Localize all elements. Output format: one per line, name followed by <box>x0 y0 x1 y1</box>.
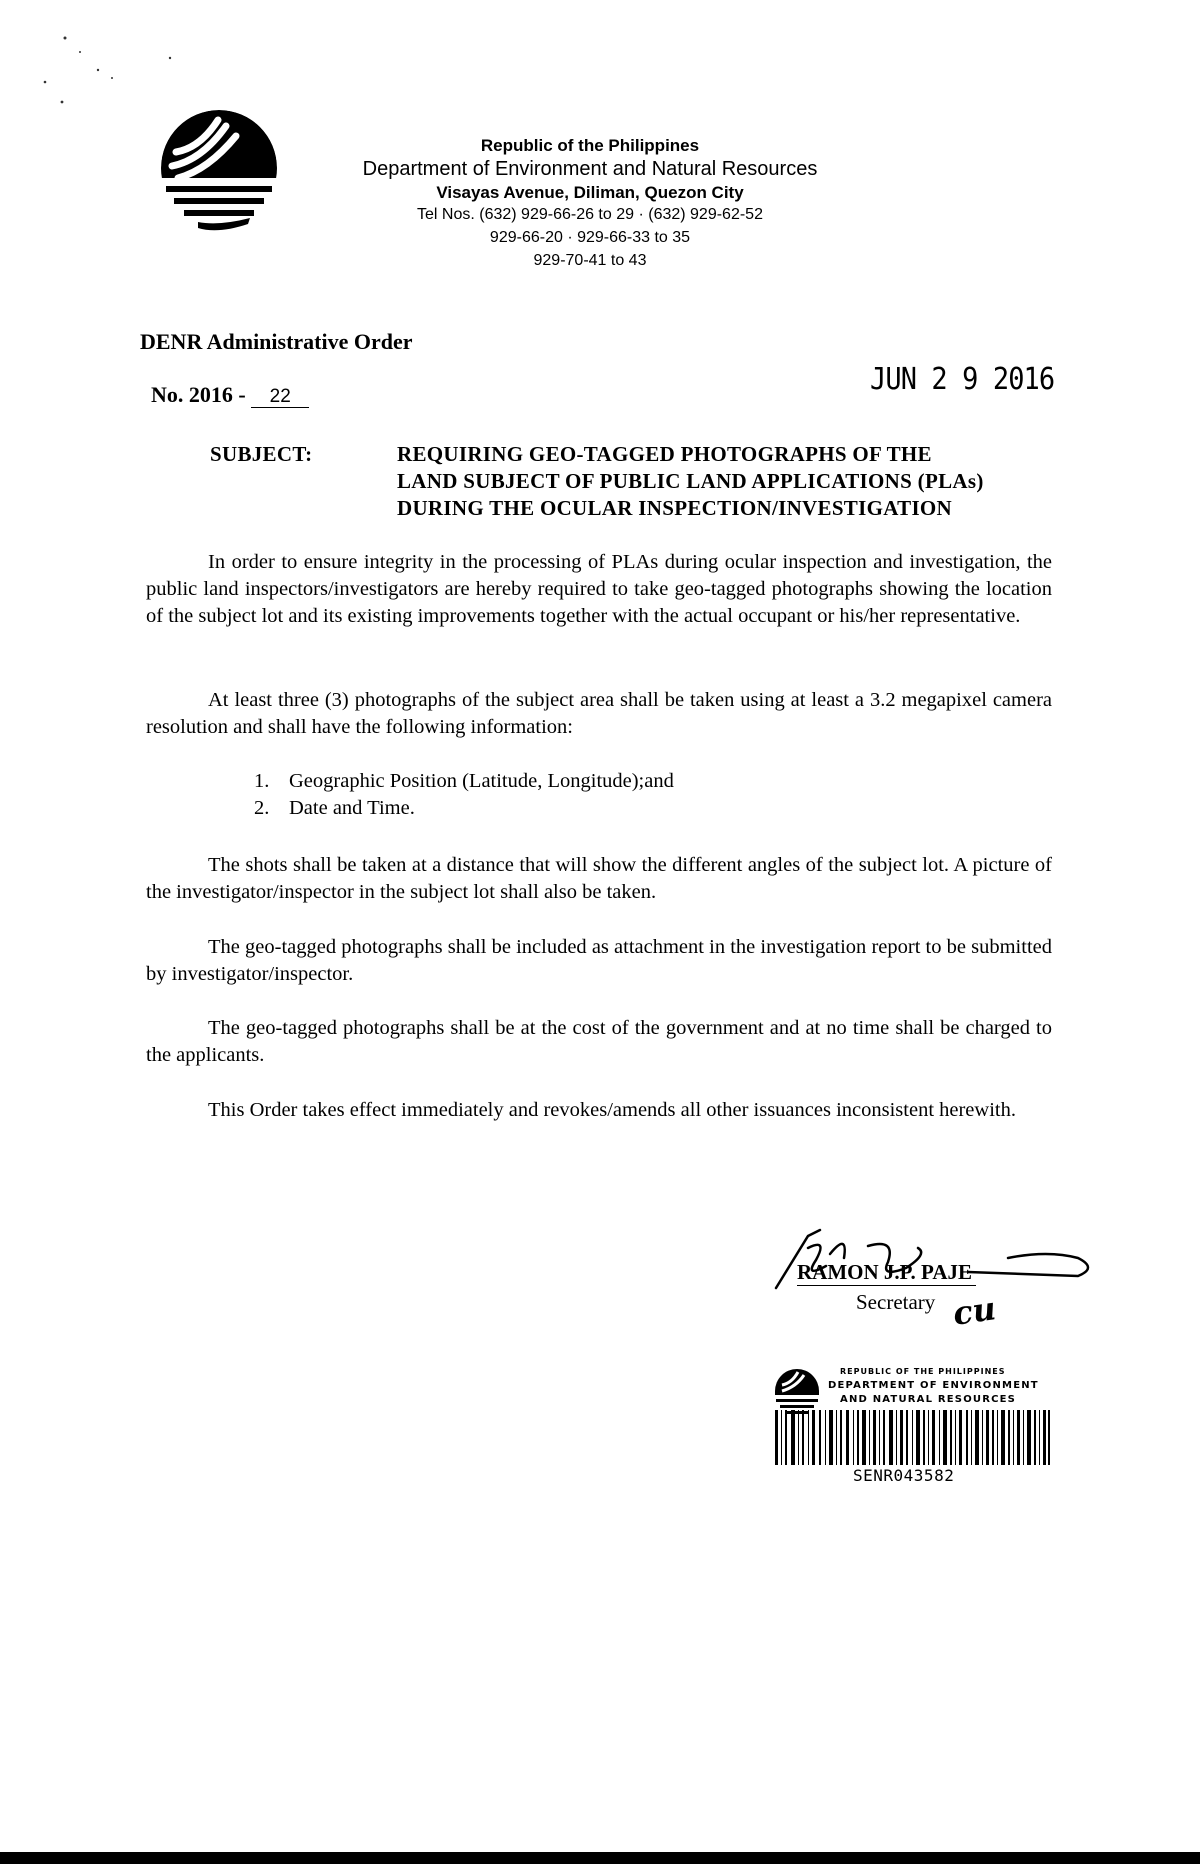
barcode-code: SENR043582 <box>853 1466 955 1485</box>
order-number: 22 <box>251 387 309 408</box>
barcode <box>775 1410 1050 1465</box>
order-number-line <box>140 356 309 408</box>
subject-line-2: LAND SUBJECT OF PUBLIC LAND APPLICATIONS (PLAs) <box>397 469 984 493</box>
stamp-line-3: AND NATURAL RESOURCES <box>840 1394 1017 1405</box>
subject-line-1: REQUIRING GEO-TAGGED PHOTOGRAPHS OF THE <box>397 442 932 466</box>
list-item <box>254 797 415 820</box>
paragraph-6: This Order takes effect immediately and revokes/amends all other issuances inconsistent herewith. <box>208 1099 1016 1121</box>
subject-label: SUBJECT: <box>210 442 313 466</box>
signature-scribble <box>768 1218 1098 1298</box>
letterhead-tel-2: 929-66-20 · 929-66-33 to 35 <box>489 229 691 246</box>
signatory-title: Secretary <box>856 1290 936 1314</box>
scan-specks <box>40 30 180 120</box>
list-item <box>254 770 674 793</box>
letterhead-republic: Republic of the Philippines <box>480 136 700 155</box>
stamp-line-1: REPUBLIC OF THE PHILIPPINES <box>840 1367 1006 1376</box>
denr-logo <box>158 108 280 243</box>
list-item-text: Geographic Position (Latitude, Longitude);and <box>289 770 674 792</box>
stamp-line-2: DEPARTMENT OF ENVIRONMENT <box>828 1380 1039 1391</box>
letterhead-tel-1: Tel Nos. (632) 929-66-26 to 29 · (632) 929-62-52 <box>417 206 763 223</box>
letterhead-address: Visayas Avenue, Diliman, Quezon City <box>436 183 744 202</box>
signatory-name: RAMON J.P. PAJE <box>797 1260 976 1286</box>
list-item-number: 2. <box>254 797 270 819</box>
paragraph-1: In order to ensure integrity in the processing of PLAs during ocular inspection and investigation, the public land inspectors/investigators are hereby required to take geo-tagged photographs showing the location of the subject lot and its existing improvements together with the actual occupant or his/her representative. <box>146 551 1052 627</box>
order-number-prefix: No. 2016 - <box>151 382 252 407</box>
paragraph-3: The shots shall be taken at a distance that will show the different angles of the subject lot. A picture of the investigator/inspector in the subject lot shall also be taken. <box>146 854 1052 903</box>
letterhead-tel-3: 929-70-41 to 43 <box>533 252 647 269</box>
order-title: DENR Administrative Order <box>140 329 413 354</box>
paragraph-4: The geo-tagged photographs shall be included as attachment in the investigation report to be submitted by investigator/inspector. <box>146 936 1052 985</box>
letterhead-department: Department of Environment and Natural Resources <box>362 158 818 180</box>
order-date-stamp: JUN 2 9 2016 <box>870 362 1055 397</box>
list-item-number: 1. <box>254 770 270 792</box>
scan-bottom-border <box>0 1852 1200 1864</box>
signatory-initial: cu <box>950 1289 999 1333</box>
paragraph-2: At least three (3) photographs of the subject area shall be taken using at least a 3.2 megapixel camera resolution and shall have the following information: <box>146 689 1052 738</box>
paragraph-5: The geo-tagged photographs shall be at the cost of the government and at no time shall be charged to the applicants. <box>146 1017 1052 1066</box>
subject-line-3: DURING THE OCULAR INSPECTION/INVESTIGATION <box>397 496 953 520</box>
list-item-text: Date and Time. <box>289 797 415 819</box>
